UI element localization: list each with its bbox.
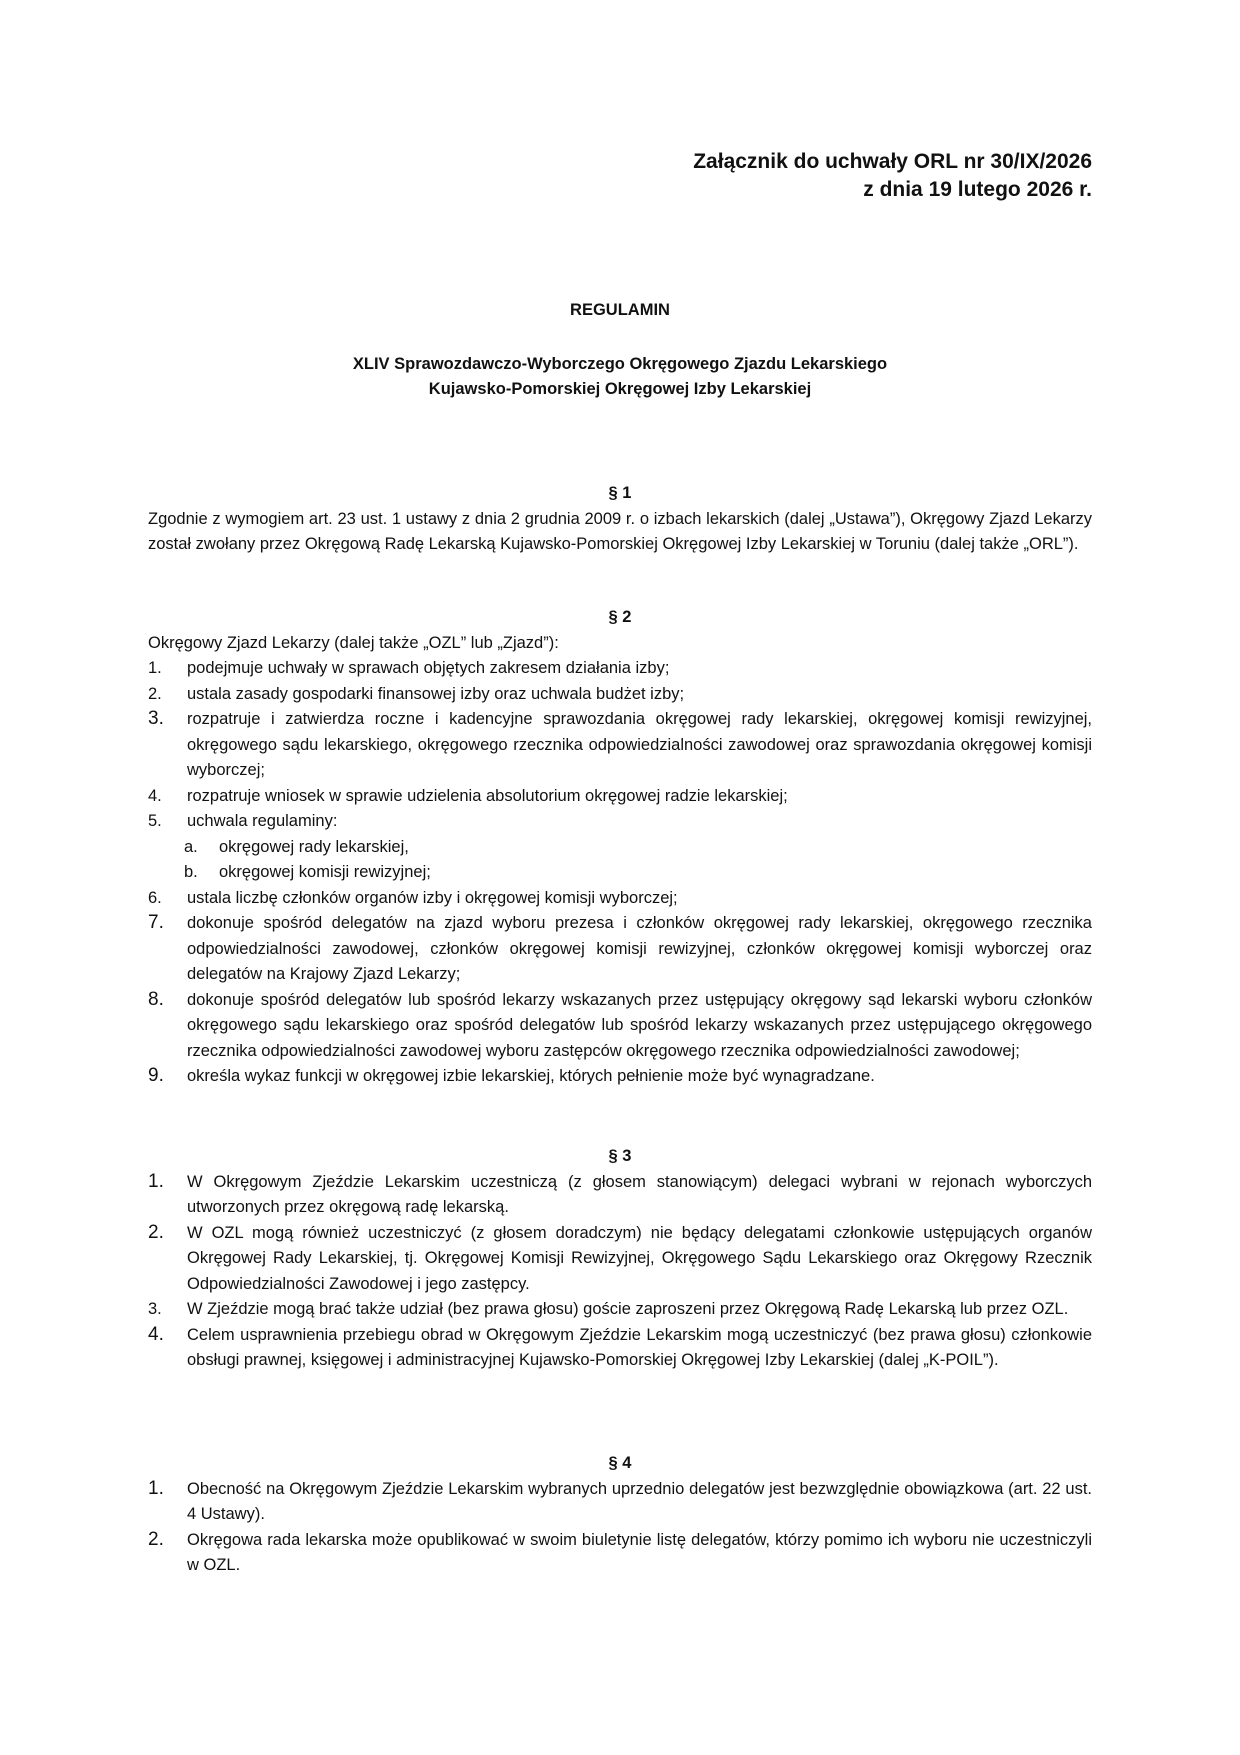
- list-item: [148, 809, 1092, 835]
- section-1-text: Zgodnie z wymogiem art. 23 ust. 1 ustawy z dnia 2 grudnia 2009 r. o izbach lekarskich (dalej „Ustawa”), Okręgowy Zjazd Lekarzy został zwołany przez Okręgową Radę Lekarską Kujawsko-Pomorskiej Okręgowej Izby Lekarskiej w Toruniu (dalej także „ORL”).: [148, 509, 1092, 553]
- sub-list-item: [184, 860, 1092, 886]
- item-number: 2.: [148, 1528, 164, 1550]
- section-1-heading: § 1: [608, 484, 632, 502]
- item-text: rozpatruje i zatwierdza roczne i kadencyjne sprawozdania okręgowej rady lekarskiej, okręgowej komisji rewizyjnej, okręgowego sądu lekarskiego, okręgowego rzecznika odpowiedzialności zawodowej oraz sprawozdania okręgowej komisji wyborczej;: [187, 710, 1092, 779]
- document-subtitle: [0, 352, 1240, 402]
- section-4-list: [148, 1477, 1092, 1579]
- item-number: 1.: [148, 1477, 164, 1499]
- section-3-list: [148, 1170, 1092, 1374]
- item-text: uchwala regulaminy:: [187, 812, 338, 830]
- item-text: Celem usprawnienia przebiegu obrad w Okręgowym Zjeździe Lekarskim mogą uczestniczyć (bez prawa głosu) członkowie obsługi prawnej, księgowej i administracyjnej Kujawsko-Pomorskiej Okręgowej Izby Lekarskiej (dalej „K-POIL”).: [187, 1325, 1092, 1369]
- section-3-heading: § 3: [608, 1147, 632, 1165]
- section-2-heading: § 2: [608, 608, 632, 626]
- item-number: 2.: [148, 684, 162, 703]
- list-item: [148, 1528, 1092, 1579]
- list-item: [148, 1170, 1092, 1221]
- item-text: dokonuje spośród delegatów na zjazd wyboru prezesa i członków okręgowej rady lekarskiej, okręgowego rzecznika odpowiedzialności zawodowej, członków okręgowej komisji rewizyjnej, członków okręgowej komisji wyborczej oraz delegatów na Krajowy Zjazd Lekarzy;: [187, 914, 1092, 983]
- section-2-list: [148, 656, 1092, 835]
- item-number: 2.: [148, 1221, 164, 1243]
- section-1: [148, 481, 1092, 558]
- subtitle-line-1: XLIV Sprawozdawczo-Wyborczego Okręgowego Zjazdu Lekarskiego: [352, 355, 888, 373]
- list-item: [148, 988, 1092, 1065]
- item-number: 3.: [148, 1300, 162, 1318]
- item-text: W OZL mogą również uczestniczyć (z głosem doradczym) nie będący delegatami członkowie ustępujących organów Okręgowej Rady Lekarskiej, tj. Okręgowej Komisji Rewizyjnej, Okręgowego Sądu Lekarskiego oraz Okręgowy Rzecznik Odpowiedzialności Zawodowej i jego zastępcy.: [187, 1223, 1092, 1293]
- sub-item-letter: a.: [184, 837, 198, 856]
- section-2-intro: Okręgowy Zjazd Lekarzy (dalej także „OZL” lub „Zjazd”):: [148, 633, 559, 652]
- list-item: [148, 784, 1092, 810]
- section-3: [148, 1144, 1092, 1374]
- list-item: [148, 1221, 1092, 1298]
- section-2: [148, 605, 1092, 1090]
- item-number: 3.: [148, 708, 164, 729]
- attachment-line-1: Załącznik do uchwały ORL nr 30/IX/2026: [693, 150, 1092, 173]
- attachment-line-2: z dnia 19 lutego 2026 r.: [863, 178, 1092, 201]
- section-2-sublist: [184, 835, 1092, 886]
- item-text: Okręgowa rada lekarska może opublikować w swoim biuletynie listę delegatów, którzy pomimo ich wyboru nie uczestniczyli w OZL.: [187, 1530, 1092, 1574]
- attachment-header: [693, 148, 1092, 204]
- item-number: 1.: [148, 1170, 164, 1192]
- sub-list-item: [184, 835, 1092, 861]
- item-text: W Okręgowym Zjeździe Lekarskim uczestniczą (z głosem stanowiącym) delegaci wybrani w rejonach wyborczych utworzonych przez okręgową radę lekarską.: [187, 1172, 1092, 1216]
- item-text: podejmuje uchwały w sprawach objętych zakresem działania izby;: [187, 659, 670, 677]
- list-item: [148, 1477, 1092, 1528]
- list-item: [148, 682, 1092, 708]
- item-number: 5.: [148, 812, 162, 830]
- list-item: [148, 656, 1092, 682]
- subtitle-line-2: Kujawsko-Pomorskiej Okręgowej Izby Lekarskiej: [428, 380, 812, 398]
- section-4: [148, 1451, 1092, 1579]
- list-item: [148, 1064, 1092, 1090]
- section-2-list-continued: [148, 886, 1092, 1090]
- item-number: 9.: [148, 1065, 164, 1086]
- item-text: Obecność na Okręgowym Zjeździe Lekarskim wybranych uprzednio delegatów jest bezwzględnie obowiązkowa (art. 22 ust. 4 Ustawy).: [187, 1479, 1092, 1523]
- item-text: rozpatruje wniosek w sprawie udzielenia absolutorium okręgowej radzie lekarskiej;: [187, 786, 788, 805]
- document-title: REGULAMIN: [570, 301, 670, 319]
- list-item: [148, 911, 1092, 988]
- item-number: 6.: [148, 888, 162, 907]
- section-4-heading: § 4: [608, 1454, 632, 1472]
- list-item: [148, 886, 1092, 912]
- list-item: [148, 707, 1092, 784]
- sub-item-text: okręgowej komisji rewizyjnej;: [219, 863, 431, 881]
- sub-item-letter: b.: [184, 863, 198, 881]
- item-text: ustala zasady gospodarki finansowej izby oraz uchwala budżet izby;: [187, 684, 685, 703]
- item-number: 1.: [148, 659, 162, 677]
- item-number: 7.: [148, 912, 164, 933]
- item-text: dokonuje spośród delegatów lub spośród lekarzy wskazanych przez ustępujący okręgowy sąd lekarski wyboru członków okręgowego sądu lekarskiego oraz spośród delegatów lub spośród lekarzy wskazanych przez ustępującego okręgowego rzecznika odpowiedzialności zawodowej wyboru zastępców okręgowego rzecznika odpowiedzialności zawodowej;: [187, 990, 1092, 1060]
- list-item: [148, 1323, 1092, 1374]
- item-text: ustala liczbę członków organów izby i okręgowej komisji wyborczej;: [187, 888, 678, 907]
- sub-item-text: okręgowej rady lekarskiej,: [219, 837, 409, 856]
- item-number: 4.: [148, 786, 162, 805]
- list-item: [148, 1297, 1092, 1323]
- item-number: 4.: [148, 1323, 164, 1345]
- item-text: określa wykaz funkcji w okręgowej izbie lekarskiej, których pełnienie może być wynagradzane.: [187, 1067, 875, 1085]
- item-number: 8.: [148, 988, 164, 1010]
- item-text: W Zjeździe mogą brać także udział (bez prawa głosu) goście zaproszeni przez Okręgową Radę Lekarską lub przez OZL.: [187, 1300, 1069, 1318]
